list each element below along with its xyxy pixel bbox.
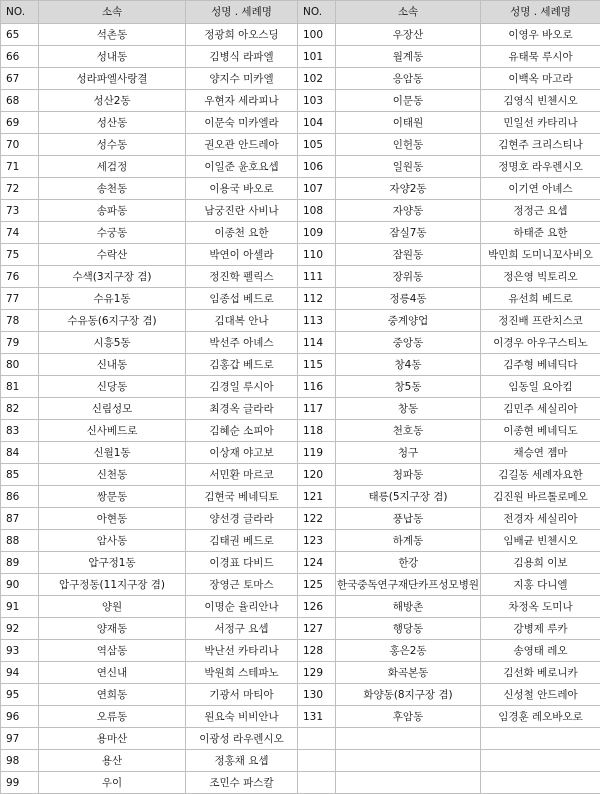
right-affiliation-cell: 장위동 [336,266,481,288]
right-name-cell: 정은영 빅토리오 [481,266,600,288]
left-affiliation-cell: 성내동 [39,46,186,68]
right-affiliation-cell: 태릉(5지구장 겸) [336,486,481,508]
left-name-cell: 박연이 아셀라 [186,244,298,266]
left-name-cell: 이명순 율리안나 [186,596,298,618]
left-affiliation-cell: 성산2동 [39,90,186,112]
left-affiliation-cell: 시흥5동 [39,332,186,354]
header-affiliation-right: 소속 [336,1,481,24]
right-name-cell: 신성철 안드레아 [481,684,600,706]
left-affiliation-cell: 용마산 [39,728,186,750]
left-no-cell: 92 [1,618,39,640]
left-affiliation-cell: 신당동 [39,376,186,398]
right-no-cell: 120 [298,464,336,486]
right-no-cell: 103 [298,90,336,112]
right-affiliation-cell: 해방촌 [336,596,481,618]
left-affiliation-cell: 수유1동 [39,288,186,310]
right-affiliation-cell: 월계동 [336,46,481,68]
right-affiliation-cell [336,772,481,794]
left-no-cell: 96 [1,706,39,728]
left-name-cell: 임종섭 베드로 [186,288,298,310]
table-row [1,420,600,442]
left-name-cell: 이경표 다비드 [186,552,298,574]
left-no-cell: 80 [1,354,39,376]
right-no-cell: 117 [298,398,336,420]
right-name-cell: 채승연 젬마 [481,442,600,464]
right-affiliation-cell: 창동 [336,398,481,420]
table-row [1,750,600,772]
left-affiliation-cell: 석촌동 [39,24,186,46]
right-name-cell [481,750,600,772]
right-name-cell: 김진원 바르톨로메오 [481,486,600,508]
right-no-cell: 102 [298,68,336,90]
table-row [1,24,600,46]
table-row [1,68,600,90]
left-no-cell: 79 [1,332,39,354]
right-name-cell: 임배균 빈첸시오 [481,530,600,552]
left-affiliation-cell: 연희동 [39,684,186,706]
left-no-cell: 98 [1,750,39,772]
right-name-cell: 임경훈 레오바오로 [481,706,600,728]
left-name-cell: 이문숙 미카엘라 [186,112,298,134]
right-no-cell [298,728,336,750]
right-no-cell: 118 [298,420,336,442]
right-affiliation-cell: 응암동 [336,68,481,90]
left-name-cell: 정광희 아오스딩 [186,24,298,46]
right-no-cell: 123 [298,530,336,552]
right-no-cell: 101 [298,46,336,68]
right-affiliation-cell: 창5동 [336,376,481,398]
right-name-cell: 김용희 이보 [481,552,600,574]
right-no-cell: 105 [298,134,336,156]
left-affiliation-cell: 우이 [39,772,186,794]
left-affiliation-cell: 수궁동 [39,222,186,244]
left-affiliation-cell: 수락산 [39,244,186,266]
right-no-cell: 111 [298,266,336,288]
right-affiliation-cell: 후암동 [336,706,481,728]
left-affiliation-cell: 역삼동 [39,640,186,662]
left-no-cell: 99 [1,772,39,794]
left-affiliation-cell: 연신내 [39,662,186,684]
left-name-cell: 우현자 세라피나 [186,90,298,112]
header-affiliation-left: 소속 [39,1,186,24]
right-name-cell: 송영태 레오 [481,640,600,662]
right-no-cell: 107 [298,178,336,200]
left-name-cell: 김경일 루시아 [186,376,298,398]
left-affiliation-cell: 신림성모 [39,398,186,420]
right-no-cell: 127 [298,618,336,640]
right-affiliation-cell: 잠원동 [336,244,481,266]
right-name-cell [481,772,600,794]
left-no-cell: 77 [1,288,39,310]
right-affiliation-cell: 우장산 [336,24,481,46]
left-no-cell: 74 [1,222,39,244]
left-name-cell: 최경옥 글라라 [186,398,298,420]
left-name-cell: 서정구 요셉 [186,618,298,640]
right-no-cell: 121 [298,486,336,508]
left-affiliation-cell: 양재동 [39,618,186,640]
left-name-cell: 조민수 파스칼 [186,772,298,794]
right-affiliation-cell: 하계동 [336,530,481,552]
table-row [1,266,600,288]
left-name-cell: 양지수 미카엘 [186,68,298,90]
left-no-cell: 78 [1,310,39,332]
left-name-cell: 정진학 펠릭스 [186,266,298,288]
right-affiliation-cell: 풍납동 [336,508,481,530]
left-name-cell: 박난선 카타리나 [186,640,298,662]
right-affiliation-cell: 화양동(8지구장 겸) [336,684,481,706]
left-affiliation-cell: 신월1동 [39,442,186,464]
right-name-cell: 박민희 도미니꼬사비오 [481,244,600,266]
left-no-cell: 68 [1,90,39,112]
left-no-cell: 87 [1,508,39,530]
right-affiliation-cell: 화곡본동 [336,662,481,684]
left-name-cell: 이종천 요한 [186,222,298,244]
left-no-cell: 88 [1,530,39,552]
right-name-cell: 차정옥 도미나 [481,596,600,618]
left-no-cell: 66 [1,46,39,68]
left-no-cell: 86 [1,486,39,508]
left-name-cell: 원요숙 비비안나 [186,706,298,728]
left-affiliation-cell: 신사베드로 [39,420,186,442]
right-affiliation-cell: 이태원 [336,112,481,134]
right-no-cell: 114 [298,332,336,354]
left-no-cell: 89 [1,552,39,574]
left-name-cell: 이광성 라우렌시오 [186,728,298,750]
table-row [1,134,600,156]
right-name-cell: 유선희 베드로 [481,288,600,310]
left-name-cell: 박원희 스테파노 [186,662,298,684]
left-no-cell: 84 [1,442,39,464]
left-name-cell: 이용국 바오로 [186,178,298,200]
right-no-cell: 124 [298,552,336,574]
left-affiliation-cell: 신천동 [39,464,186,486]
right-affiliation-cell: 청파동 [336,464,481,486]
right-no-cell: 100 [298,24,336,46]
right-no-cell: 106 [298,156,336,178]
left-no-cell: 75 [1,244,39,266]
header-no-left: NO. [1,1,39,24]
left-affiliation-cell: 오류동 [39,706,186,728]
table-row [1,486,600,508]
right-name-cell: 정명호 라우렌시오 [481,156,600,178]
left-no-cell: 95 [1,684,39,706]
left-name-cell: 정홍채 요셉 [186,750,298,772]
left-name-cell: 양선경 글라라 [186,508,298,530]
table-row [1,552,600,574]
right-no-cell: 112 [298,288,336,310]
table-row [1,288,600,310]
right-no-cell [298,750,336,772]
right-no-cell: 131 [298,706,336,728]
left-no-cell: 73 [1,200,39,222]
left-name-cell: 이상재 야고보 [186,442,298,464]
header-no-right: NO. [298,1,336,24]
right-affiliation-cell: 인헌동 [336,134,481,156]
right-name-cell: 이경우 아우구스티노 [481,332,600,354]
right-name-cell: 김선화 베로니카 [481,662,600,684]
table-row [1,90,600,112]
right-affiliation-cell: 이문동 [336,90,481,112]
right-name-cell: 임동일 요아킴 [481,376,600,398]
table-row [1,332,600,354]
right-name-cell: 정진배 프란치스코 [481,310,600,332]
table-row [1,596,600,618]
right-name-cell: 김영식 빈첸시오 [481,90,600,112]
left-affiliation-cell: 성라파엘사랑결 [39,68,186,90]
table-row [1,530,600,552]
left-no-cell: 97 [1,728,39,750]
right-name-cell: 이기연 아녜스 [481,178,600,200]
left-name-cell: 장영근 토마스 [186,574,298,596]
table-row [1,574,600,596]
left-name-cell: 박선주 아녜스 [186,332,298,354]
left-no-cell: 69 [1,112,39,134]
left-affiliation-cell: 송파동 [39,200,186,222]
right-name-cell: 정정근 요셉 [481,200,600,222]
left-no-cell: 65 [1,24,39,46]
left-affiliation-cell: 압구정1동 [39,552,186,574]
left-name-cell: 서민환 마르코 [186,464,298,486]
right-no-cell: 119 [298,442,336,464]
right-name-cell: 유태묵 루시아 [481,46,600,68]
right-no-cell: 109 [298,222,336,244]
left-no-cell: 90 [1,574,39,596]
right-name-cell: 김주형 베네딕다 [481,354,600,376]
right-no-cell: 113 [298,310,336,332]
left-affiliation-cell: 암사동 [39,530,186,552]
right-affiliation-cell: 잠실7동 [336,222,481,244]
right-affiliation-cell: 청구 [336,442,481,464]
right-name-cell: 김길동 세례자요한 [481,464,600,486]
left-no-cell: 91 [1,596,39,618]
left-no-cell: 71 [1,156,39,178]
right-affiliation-cell: 창4동 [336,354,481,376]
left-no-cell: 67 [1,68,39,90]
right-name-cell: 김현주 크리스티나 [481,134,600,156]
right-affiliation-cell: 일원동 [336,156,481,178]
left-no-cell: 72 [1,178,39,200]
left-affiliation-cell: 성수동 [39,134,186,156]
table-row [1,640,600,662]
table-row [1,46,600,68]
left-name-cell: 권오관 안드레아 [186,134,298,156]
left-name-cell: 김혜순 소피아 [186,420,298,442]
table-row [1,662,600,684]
left-affiliation-cell: 신내동 [39,354,186,376]
right-no-cell: 116 [298,376,336,398]
table-row [1,112,600,134]
right-name-cell: 강병제 루카 [481,618,600,640]
right-affiliation-cell [336,750,481,772]
left-affiliation-cell: 수색(3지구장 겸) [39,266,186,288]
right-no-cell: 108 [298,200,336,222]
right-affiliation-cell: 자양동 [336,200,481,222]
header-name-left: 성명 . 세례명 [186,1,298,24]
right-affiliation-cell: 중계양업 [336,310,481,332]
right-affiliation-cell: 천호동 [336,420,481,442]
right-no-cell: 104 [298,112,336,134]
table-row [1,156,600,178]
right-affiliation-cell: 자양2동 [336,178,481,200]
table-row [1,310,600,332]
right-name-cell: 하태준 요한 [481,222,600,244]
left-name-cell: 김현국 베네딕토 [186,486,298,508]
right-name-cell [481,728,600,750]
right-name-cell: 이백옥 마고라 [481,68,600,90]
left-no-cell: 85 [1,464,39,486]
table-row [1,508,600,530]
table-row [1,200,600,222]
left-name-cell: 김대복 안나 [186,310,298,332]
right-no-cell: 115 [298,354,336,376]
left-affiliation-cell: 세검정 [39,156,186,178]
left-name-cell: 김병식 라파엘 [186,46,298,68]
table-row [1,772,600,794]
right-no-cell: 130 [298,684,336,706]
table-row [1,398,600,420]
left-name-cell: 김태권 베드로 [186,530,298,552]
right-no-cell: 129 [298,662,336,684]
right-affiliation-cell: 한강 [336,552,481,574]
right-affiliation-cell: 행당동 [336,618,481,640]
table-row [1,354,600,376]
right-affiliation-cell: 중앙동 [336,332,481,354]
right-no-cell: 122 [298,508,336,530]
left-affiliation-cell: 양원 [39,596,186,618]
right-name-cell: 지홍 다니엘 [481,574,600,596]
left-affiliation-cell: 용산 [39,750,186,772]
left-affiliation-cell: 수유동(6지구장 겸) [39,310,186,332]
right-affiliation-cell: 정릉4동 [336,288,481,310]
table-row [1,684,600,706]
right-no-cell: 110 [298,244,336,266]
left-affiliation-cell: 압구정동(11지구장 겸) [39,574,186,596]
header-name-right: 성명 . 세례명 [481,1,600,24]
left-affiliation-cell: 성산동 [39,112,186,134]
right-affiliation-cell: 한국중독연구재단카프성모병원 [336,574,481,596]
right-no-cell: 126 [298,596,336,618]
right-no-cell: 125 [298,574,336,596]
right-affiliation-cell: 홍은2동 [336,640,481,662]
left-no-cell: 82 [1,398,39,420]
left-affiliation-cell: 쌍문동 [39,486,186,508]
left-name-cell: 이일준 윤호요셉 [186,156,298,178]
left-name-cell: 김홍갑 베드로 [186,354,298,376]
header-row [1,1,600,24]
table-row [1,728,600,750]
left-no-cell: 81 [1,376,39,398]
table-row [1,464,600,486]
right-no-cell: 128 [298,640,336,662]
table-row [1,442,600,464]
right-name-cell: 김민주 세실리아 [481,398,600,420]
left-no-cell: 83 [1,420,39,442]
table-row [1,618,600,640]
right-name-cell: 이종현 베네딕도 [481,420,600,442]
left-name-cell: 기광서 마티아 [186,684,298,706]
left-no-cell: 93 [1,640,39,662]
left-name-cell: 남궁진란 사비나 [186,200,298,222]
right-name-cell: 전경자 세실리아 [481,508,600,530]
left-no-cell: 94 [1,662,39,684]
table-row [1,222,600,244]
table-row [1,244,600,266]
right-affiliation-cell [336,728,481,750]
right-no-cell [298,772,336,794]
left-no-cell: 70 [1,134,39,156]
right-name-cell: 민일선 카타리나 [481,112,600,134]
left-no-cell: 76 [1,266,39,288]
left-affiliation-cell: 아현동 [39,508,186,530]
right-name-cell: 이영우 바오로 [481,24,600,46]
left-affiliation-cell: 송천동 [39,178,186,200]
table-row [1,376,600,398]
table-row [1,706,600,728]
table-row [1,178,600,200]
